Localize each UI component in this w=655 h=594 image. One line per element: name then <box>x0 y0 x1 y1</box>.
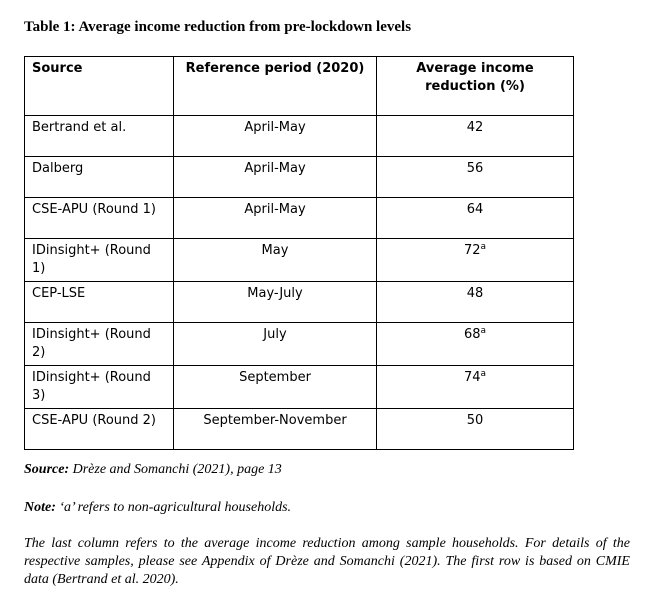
notes-section <box>24 461 630 589</box>
cell-reference-period: April-May <box>174 157 377 198</box>
cell-source: CSE-APU (Round 1) <box>25 198 174 239</box>
header-reference-period: Reference period (2020) <box>174 57 377 116</box>
cell-income-reduction <box>377 116 574 157</box>
table-row <box>25 409 574 450</box>
table-body <box>25 116 574 450</box>
cell-reference-period: May <box>174 239 377 282</box>
cell-income-reduction <box>377 366 574 409</box>
income-reduction-value: 50 <box>466 413 484 428</box>
table-row <box>25 366 574 409</box>
header-average-income-reduction: Average income reduction (%) <box>377 57 574 116</box>
cell-income-reduction <box>377 323 574 366</box>
income-reduction-value: 48 <box>466 286 484 301</box>
table-row <box>25 282 574 323</box>
header-row <box>25 57 574 116</box>
cell-reference-period: May-July <box>174 282 377 323</box>
income-reduction-value: 74 <box>463 370 481 385</box>
note-line <box>24 499 630 517</box>
cell-source: IDinsight+ (Round 1) <box>25 239 174 282</box>
table-row <box>25 239 574 282</box>
source-note <box>24 461 630 479</box>
footnote-marker: a <box>480 369 487 379</box>
table-row <box>25 157 574 198</box>
income-reduction-value: 42 <box>466 120 484 135</box>
footnote-marker: a <box>480 326 487 336</box>
income-reduction-table <box>24 56 574 450</box>
cell-reference-period: July <box>174 323 377 366</box>
cell-reference-period: April-May <box>174 198 377 239</box>
header-source: Source <box>25 57 174 116</box>
cell-income-reduction <box>377 409 574 450</box>
income-reduction-value: 56 <box>466 161 484 176</box>
table-row <box>25 323 574 366</box>
cell-income-reduction <box>377 157 574 198</box>
cell-reference-period: April-May <box>174 116 377 157</box>
cell-source: CSE-APU (Round 2) <box>25 409 174 450</box>
income-reduction-value: 72 <box>463 243 481 258</box>
income-reduction-value: 68 <box>463 327 481 342</box>
source-label: Source: <box>24 462 70 477</box>
note-label: Note: <box>24 500 56 515</box>
table-title: Table 1: Average income reduction from pre-lockdown levels <box>24 19 412 35</box>
cell-income-reduction <box>377 239 574 282</box>
cell-source: Bertrand et al. <box>25 116 174 157</box>
cell-source: IDinsight+ (Round 3) <box>25 366 174 409</box>
cell-income-reduction <box>377 198 574 239</box>
explanatory-paragraph: The last column refers to the average income reduction among sample households. For details of the respective samples, please see Appendix of Drèze and Somanchi (2021). The first row is based on CMIE data (Bertrand et al. 2020). <box>24 536 630 587</box>
cell-source: Dalberg <box>25 157 174 198</box>
footnote-marker: a <box>480 242 487 252</box>
cell-reference-period: September-November <box>174 409 377 450</box>
source-text: Drèze and Somanchi (2021), page 13 <box>72 462 282 477</box>
income-reduction-value: 64 <box>466 202 484 217</box>
table-row <box>25 116 574 157</box>
cell-income-reduction <box>377 282 574 323</box>
table-row <box>25 198 574 239</box>
cell-source: CEP-LSE <box>25 282 174 323</box>
note-text: ‘a’ refers to non-agricultural households. <box>55 500 292 515</box>
cell-source: IDinsight+ (Round 2) <box>25 323 174 366</box>
cell-reference-period: September <box>174 366 377 409</box>
